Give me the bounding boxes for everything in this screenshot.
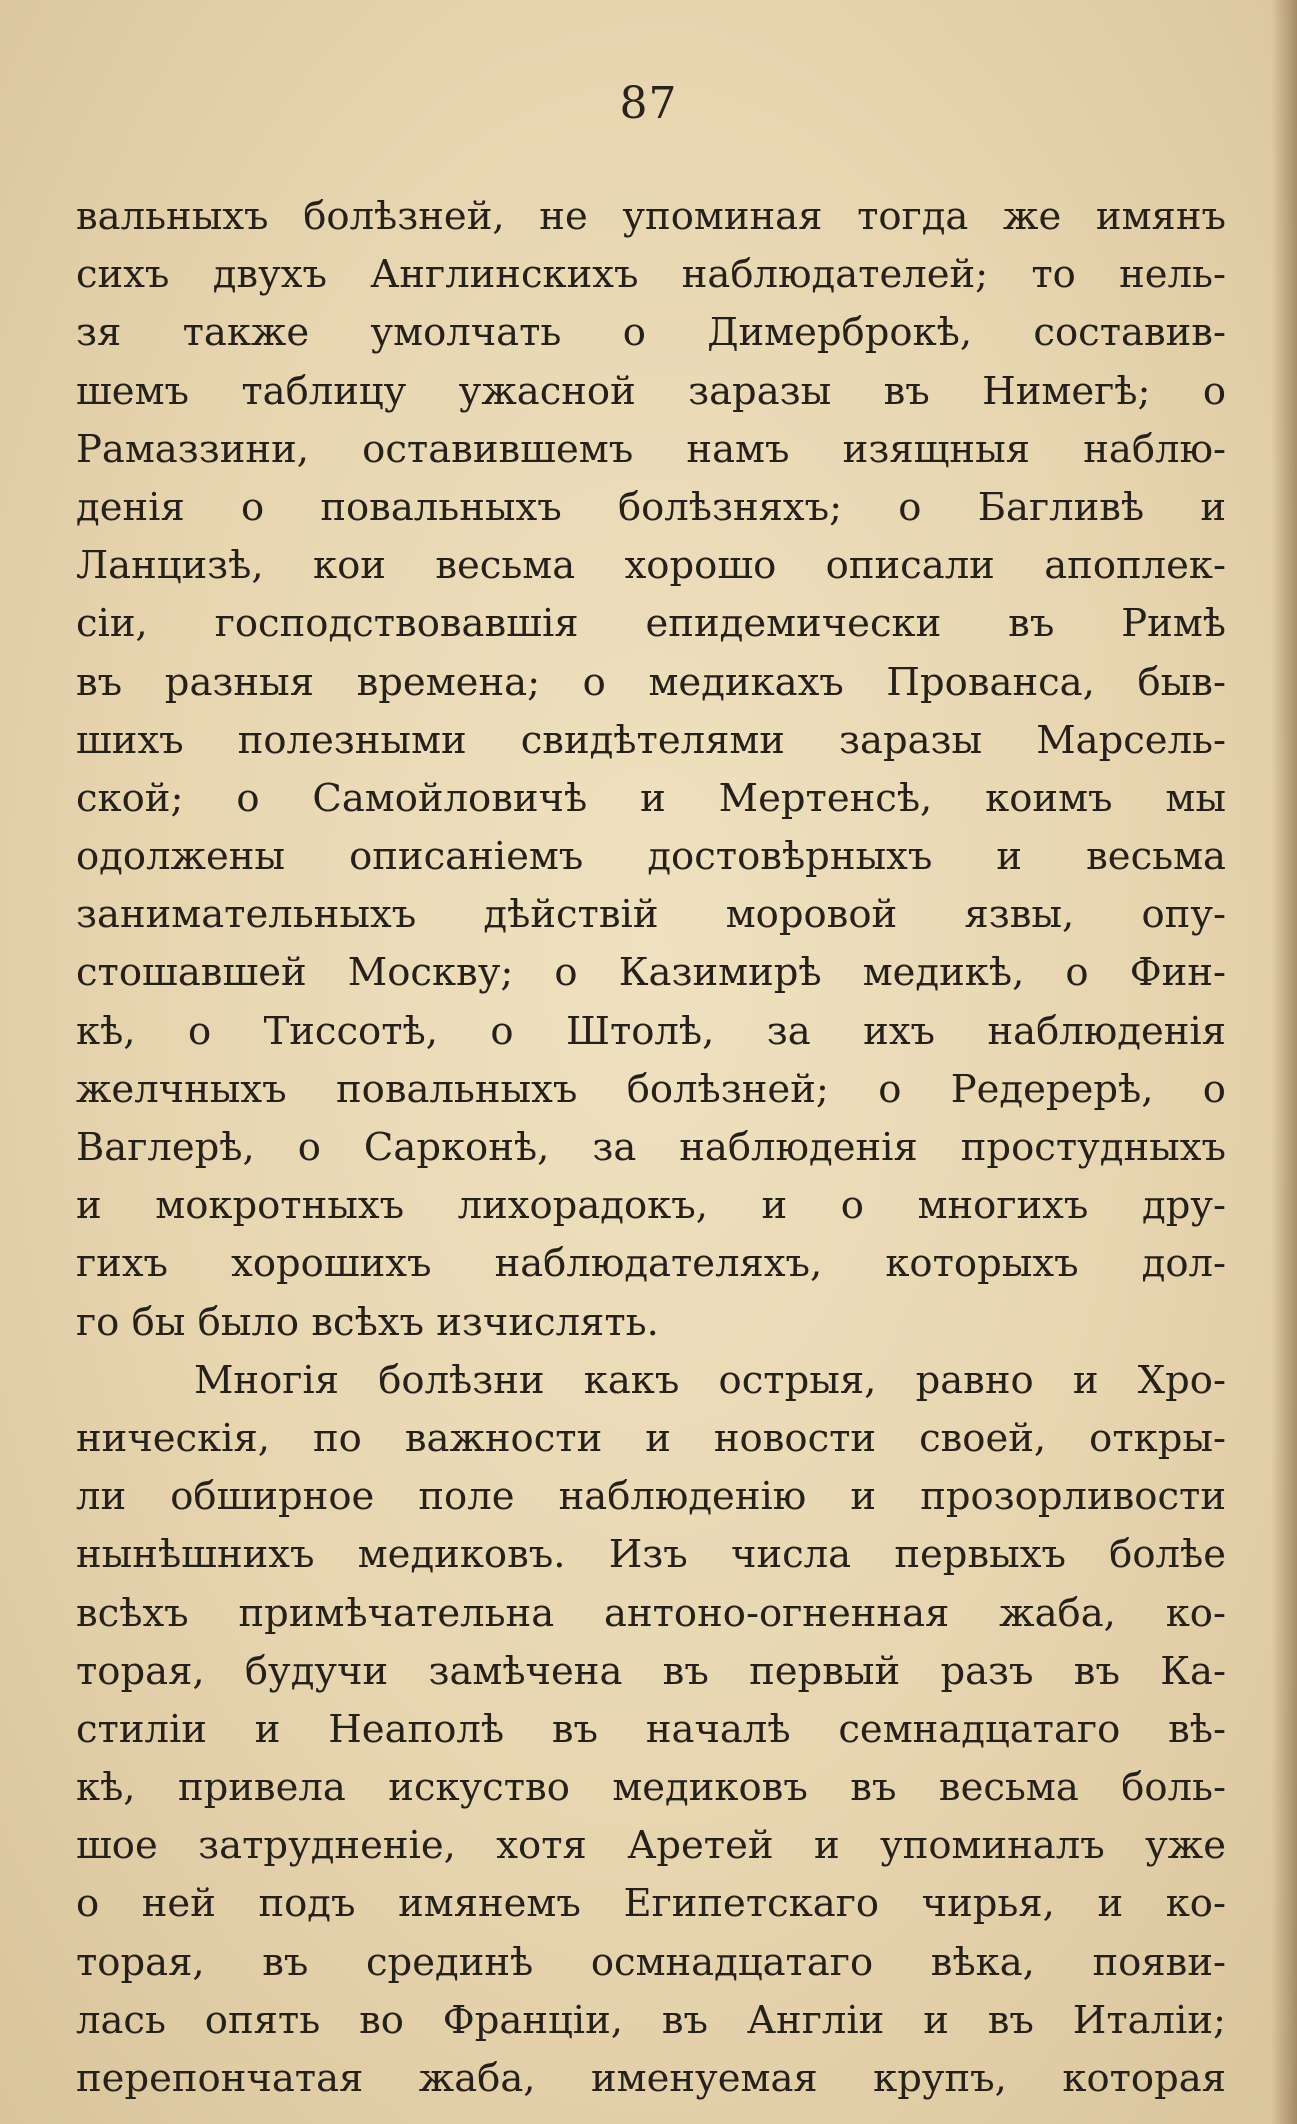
text-line: стошавшей Москву; о Казимирѣ медикѣ, о Фин-: [76, 950, 1226, 996]
text-line: о ней подъ имянемъ Египетскаго чирья, и ко-: [76, 1881, 1226, 1927]
page-edge-shadow: [1271, 0, 1297, 2124]
text-line: и мокротныхъ лихорадокъ, и о многихъ дру-: [76, 1183, 1226, 1229]
text-line: торая, будучи замѣчена въ первый разъ въ Ка-: [76, 1648, 1226, 1694]
text-line: Рамаззини, оставившемъ намъ изящныя наблю-: [76, 426, 1226, 472]
text-line: одолжены описаніемъ достовѣрныхъ и весьма: [76, 834, 1226, 880]
text-line: торая, въ срединѣ осмнадцатаго вѣка, появи-: [76, 1939, 1226, 1985]
text-line: кѣ, привела искуство медиковъ въ весьма боль-: [76, 1765, 1226, 1811]
text-line: зя также умолчать о Димерброкѣ, составив-: [76, 310, 1226, 356]
text-line: сихъ двухъ Англинскихъ наблюдателей; то нель-: [76, 252, 1226, 298]
page-number: 87: [619, 78, 678, 129]
text-line: шихъ полезными свидѣтелями заразы Марсель-: [76, 717, 1226, 763]
text-line: гихъ хорошихъ наблюдателяхъ, которыхъ дол-: [76, 1241, 1226, 1287]
text-line: шемъ таблицу ужасной заразы въ Нимегѣ; о: [76, 368, 1226, 414]
text-line: всѣхъ примѣчательна антоно-огненная жаба, ко-: [76, 1590, 1226, 1636]
text-line: сіи, господствовавшія епидемически въ Римѣ: [76, 601, 1226, 647]
text-line: желчныхъ повальныхъ болѣзней; о Редерерѣ, о: [76, 1066, 1226, 1112]
text-line: въ разныя времена; о медикахъ Прованса, быв-: [76, 659, 1226, 705]
text-line: стиліи и Неаполѣ въ началѣ семнадцатаго вѣ-: [76, 1706, 1226, 1752]
text-line: ли обширное поле наблюденію и прозорливости: [76, 1474, 1226, 1520]
text-line: занимательныхъ дѣйствій моровой язвы, опу-: [76, 892, 1226, 938]
text-line: денія о повальныхъ болѣзняхъ; о Багливѣ и: [76, 484, 1226, 530]
text-line: Ваглерѣ, о Сарконѣ, за наблюденія простудныхъ: [76, 1125, 1226, 1170]
text-line: ническія, по важности и новости своей, откры-: [76, 1415, 1226, 1461]
text-line: лась опять во Франціи, въ Англіи и въ Италіи;: [76, 1997, 1226, 2043]
text-line: Ланцизѣ, кои весьма хорошо описали апоплек-: [76, 543, 1226, 589]
text-line: кѣ, о Тиссотѣ, о Штолѣ, за ихъ наблюденія: [76, 1008, 1226, 1054]
text-line: Многія болѣзни какъ острыя, равно и Хро-: [194, 1357, 1226, 1403]
text-line: ской; о Самойловичѣ и Мертенсѣ, коимъ мы: [76, 775, 1226, 821]
text-line: нынѣшнихъ медиковъ. Изъ числа первыхъ болѣе: [76, 1532, 1226, 1578]
text-line: перепончатая жаба, именуемая крупъ, которая: [76, 2056, 1226, 2101]
body-text: [76, 188, 1226, 2108]
text-line: го бы было всѣхъ изчислять.: [76, 1299, 659, 1345]
text-line: шое затрудненіе, хотя Аретей и упоминалъ уже: [76, 1823, 1226, 1869]
text-line: вальныхъ болѣзней, не упоминая тогда же имянъ: [76, 194, 1226, 239]
